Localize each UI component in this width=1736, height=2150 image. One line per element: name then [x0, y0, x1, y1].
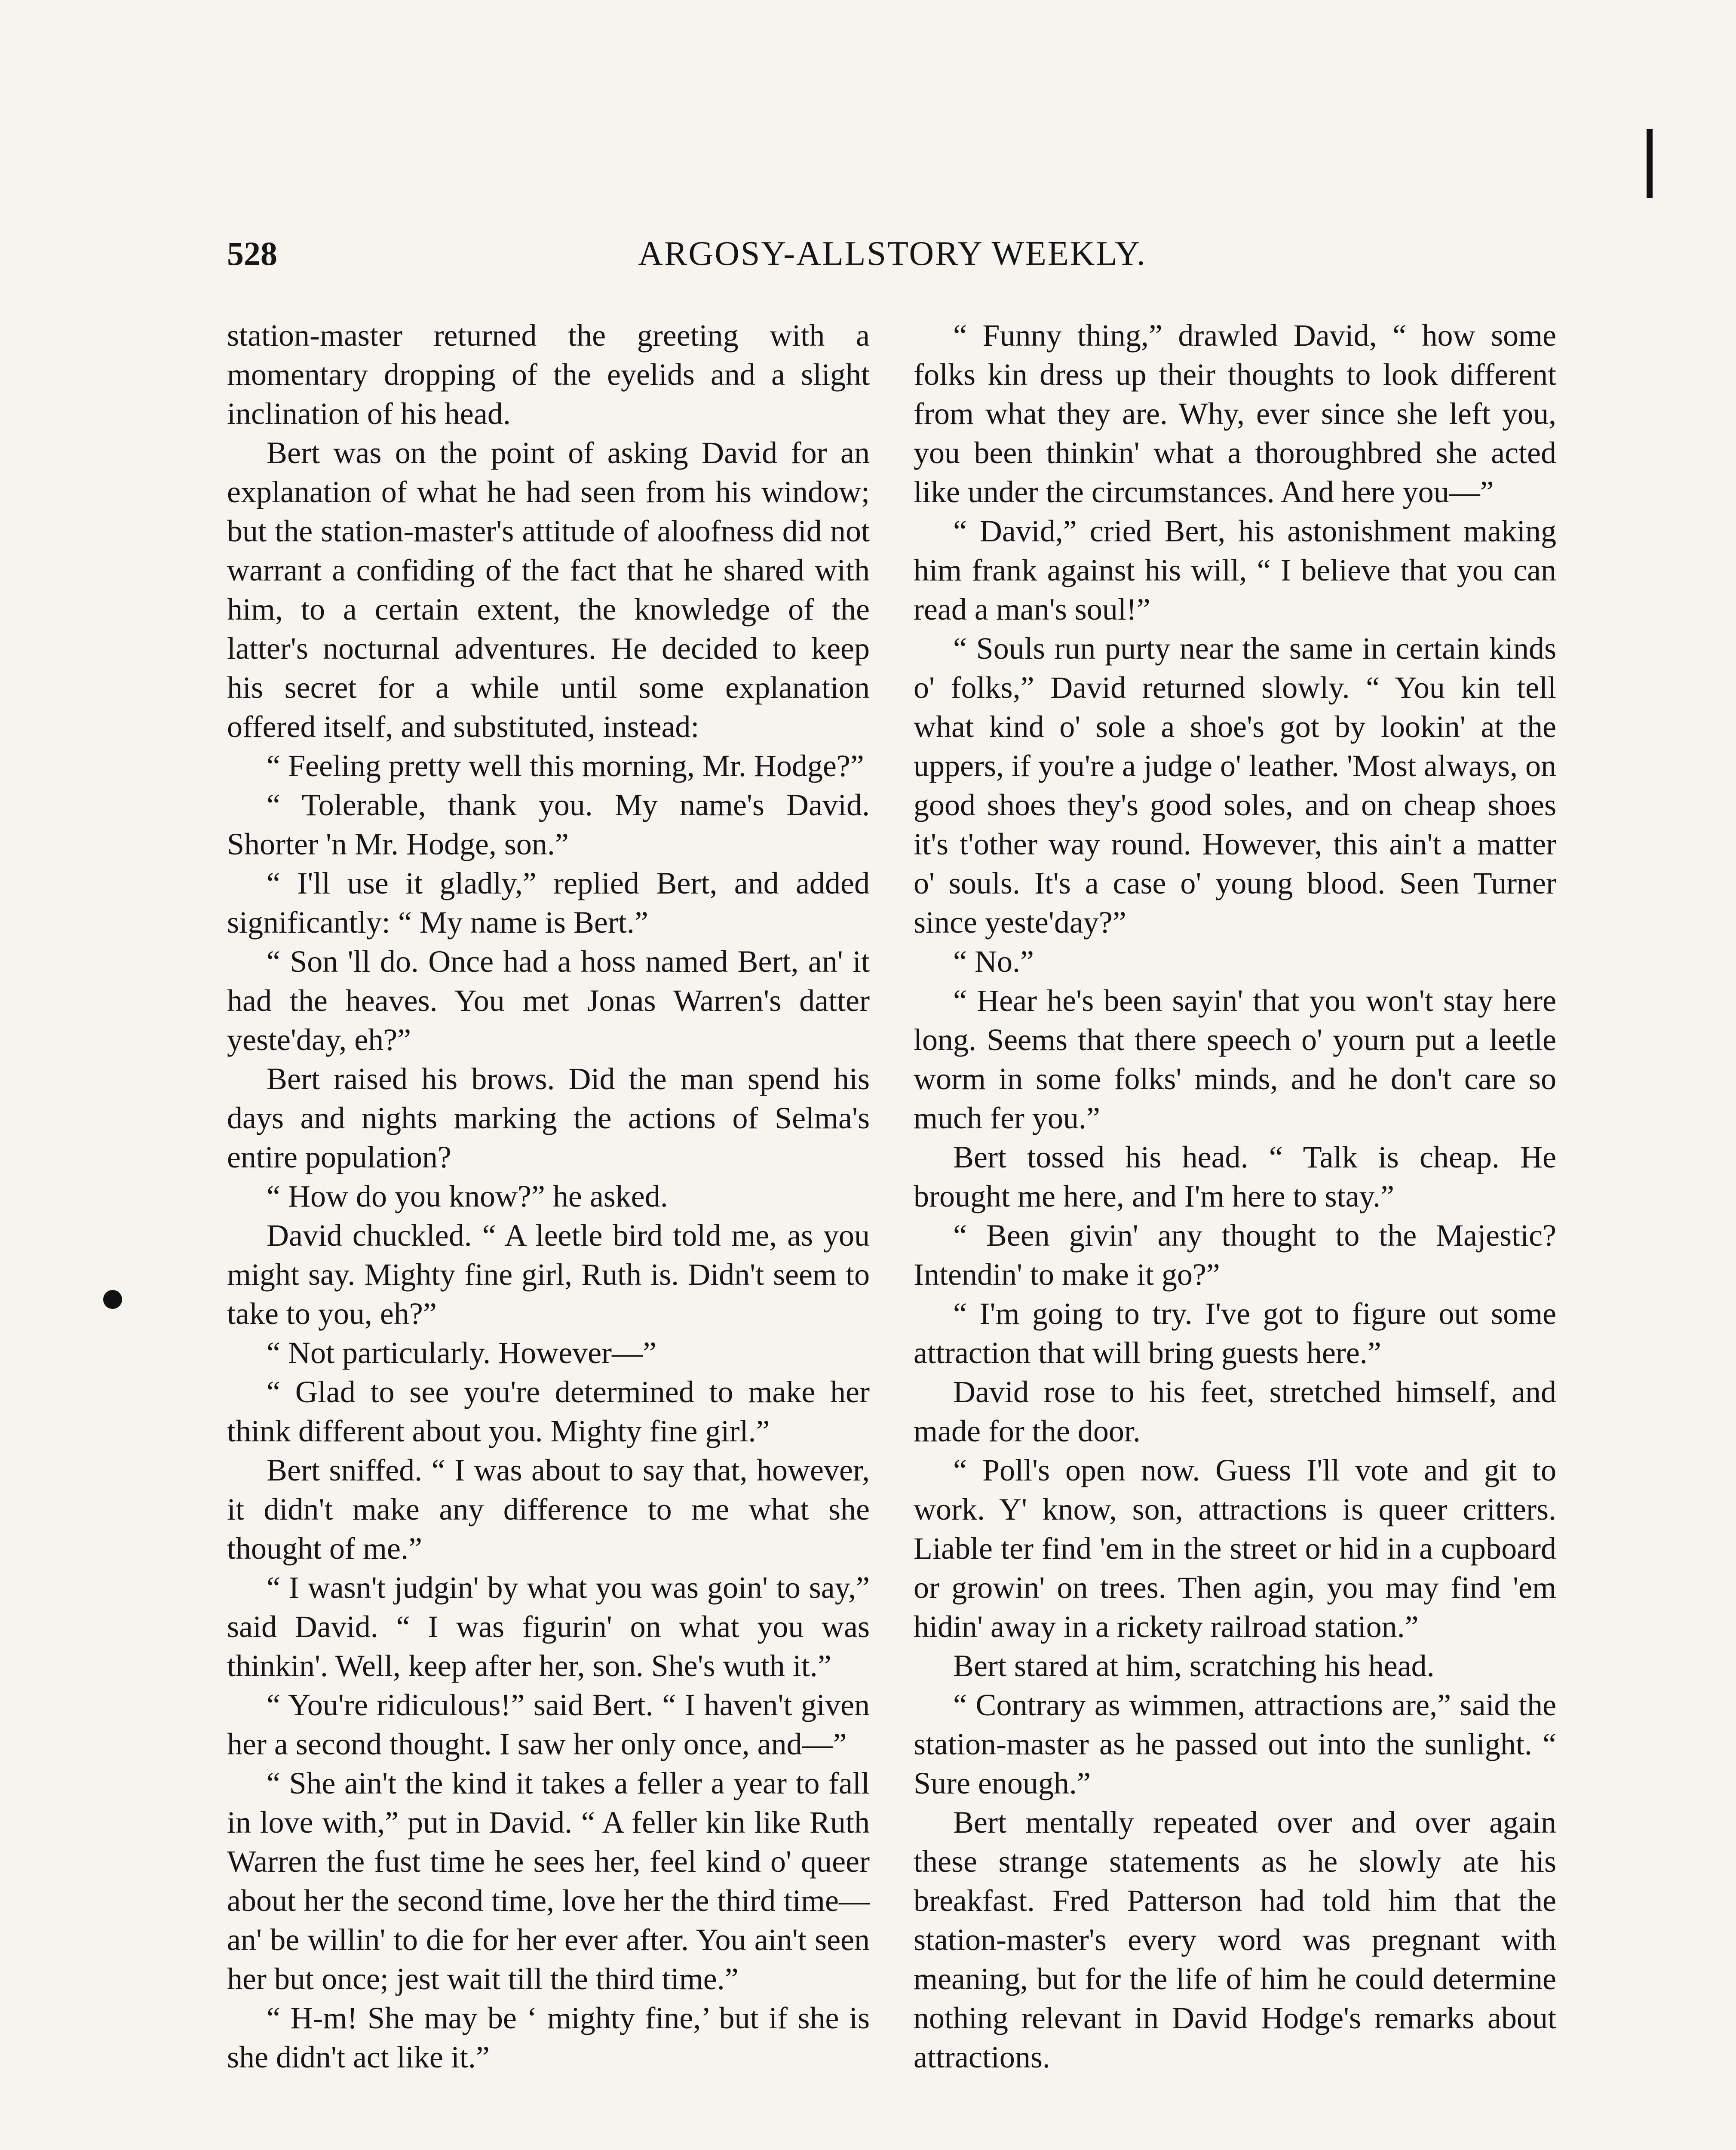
- left-column: [227, 316, 870, 2077]
- paragraph: “ H-m! She may be ‘ mighty fine,’ but if she is she didn't act like it.”: [227, 2001, 870, 2074]
- paragraph: “ I wasn't judgin' by what you was goin' to say,” said David. “ I was figurin' on what you was thinkin'. Well, keep after her, son. She's wuth it.”: [227, 1570, 870, 1683]
- paragraph: “ Glad to see you're determined to make her think different about you. Mighty fine girl.”: [227, 1375, 870, 1448]
- paragraph: “ Been givin' any thought to the Majestic? Intendin' to make it go?”: [914, 1218, 1556, 1292]
- page-header: [227, 234, 1558, 282]
- paragraph: “ I'm going to try. I've got to figure out some attraction that will bring guests here.”: [914, 1296, 1556, 1370]
- paragraph: “ How do you know?” he asked.: [267, 1179, 668, 1213]
- paragraph: “ Son 'll do. Once had a hoss named Bert, an' it had the heaves. You met Jonas Warren's datter yeste'day, eh?”: [227, 944, 870, 1057]
- paragraph: “ Hear he's been sayin' that you won't stay here long. Seems that there speech o' yourn put a leetle worm in some folks' minds, and he don't care so much fer you.”: [914, 983, 1556, 1135]
- paragraph: “ Poll's open now. Guess I'll vote and git to work. Y' know, son, attractions is queer critters. Liable ter find 'em in the street or hid in a cupboard or growin' on trees. Then agin, you may find 'em hidin' away in a rickety railroad station.”: [914, 1453, 1556, 1644]
- ink-spot: [103, 1290, 122, 1309]
- paragraph: “ Tolerable, thank you. My name's David. Shorter 'n Mr. Hodge, son.”: [227, 788, 870, 861]
- paragraph: station-master returned the greeting with a momentary dropping of the eyelids and a slight inclination of his head.: [227, 318, 870, 431]
- paragraph: “ Not particularly. However—”: [267, 1336, 656, 1370]
- paragraph: “ You're ridiculous!” said Bert. “ I haven't given her a second thought. I saw her only once, and—”: [227, 1688, 870, 1761]
- edge-mark: [1647, 129, 1653, 198]
- paragraph: David rose to his feet, stretched himself, and made for the door.: [914, 1375, 1556, 1448]
- paragraph: Bert stared at him, scratching his head.: [953, 1649, 1435, 1683]
- paragraph: “ Souls run purty near the same in certain kinds o' folks,” David returned slowly. “ You kin tell what kind o' sole a shoe's got by lookin' at the uppers, if you're a judge o' leather. 'Most always, on good shoes they's good soles, and on cheap shoes it's t'other way round. However, this ain't a matter o' souls. It's a case o' young blood. Seen Turner since yeste'day?”: [914, 631, 1556, 940]
- paragraph: Bert mentally repeated over and over again these strange statements as he slowly ate his breakfast. Fred Patterson had told him that the station-master's every word was pregnant with meaning, but for the life of him he could determine nothing relevant in David Hodge's remarks about attractions.: [914, 1805, 1556, 2074]
- paragraph: “ She ain't the kind it takes a feller a year to fall in love with,” put in David. “ A feller kin like Ruth Warren the fust time he sees her, feel kind o' queer about her the second time, love her the third time—an' be willin' to die for her ever after. You ain't seen her but once; jest wait till the third time.”: [227, 1766, 870, 1996]
- paragraph: “ David,” cried Bert, his astonishment making him frank against his will, “ I believe that you can read a man's soul!”: [914, 514, 1556, 627]
- paragraph: “ I'll use it gladly,” replied Bert, and added significantly: “ My name is Bert.”: [227, 866, 870, 940]
- paragraph: Bert was on the point of asking David for an explanation of what he had seen from his window; but the station-master's attitude of aloofness did not warrant a confiding of the fact that he shared with him, to a certain extent, the knowledge of the latter's nocturnal adventures. He decided to keep his secret for a while until some explanation offered itself, and substituted, instead:: [227, 436, 870, 744]
- paragraph: “ Contrary as wimmen, attractions are,” said the station-master as he passed out into the sunlight. “ Sure enough.”: [914, 1688, 1556, 1800]
- paragraph: “ Funny thing,” drawled David, “ how some folks kin dress up their thoughts to look different from what they are. Why, ever since she left you, you been thinkin' what a thoroughbred she acted like under the circumstances. And here you—”: [914, 318, 1556, 509]
- paragraph: “ Feeling pretty well this morning, Mr. Hodge?”: [267, 749, 864, 783]
- paragraph: Bert raised his brows. Did the man spend his days and nights marking the actions of Selma's entire population?: [227, 1062, 870, 1174]
- paragraph: Bert sniffed. “ I was about to say that, however, it didn't make any difference to me what she thought of me.”: [227, 1453, 870, 1566]
- paragraph: Bert tossed his head. “ Talk is cheap. He brought me here, and I'm here to stay.”: [914, 1140, 1556, 1213]
- paragraph: David chuckled. “ A leetle bird told me, as you might say. Mighty fine girl, Ruth is. Didn't seem to take to you, eh?”: [227, 1218, 870, 1331]
- right-column: [914, 316, 1556, 2077]
- page-number: 528: [227, 235, 277, 272]
- running-title: ARGOSY-ALLSTORY WEEKLY.: [638, 235, 1147, 273]
- paragraph: “ No.”: [953, 944, 1034, 979]
